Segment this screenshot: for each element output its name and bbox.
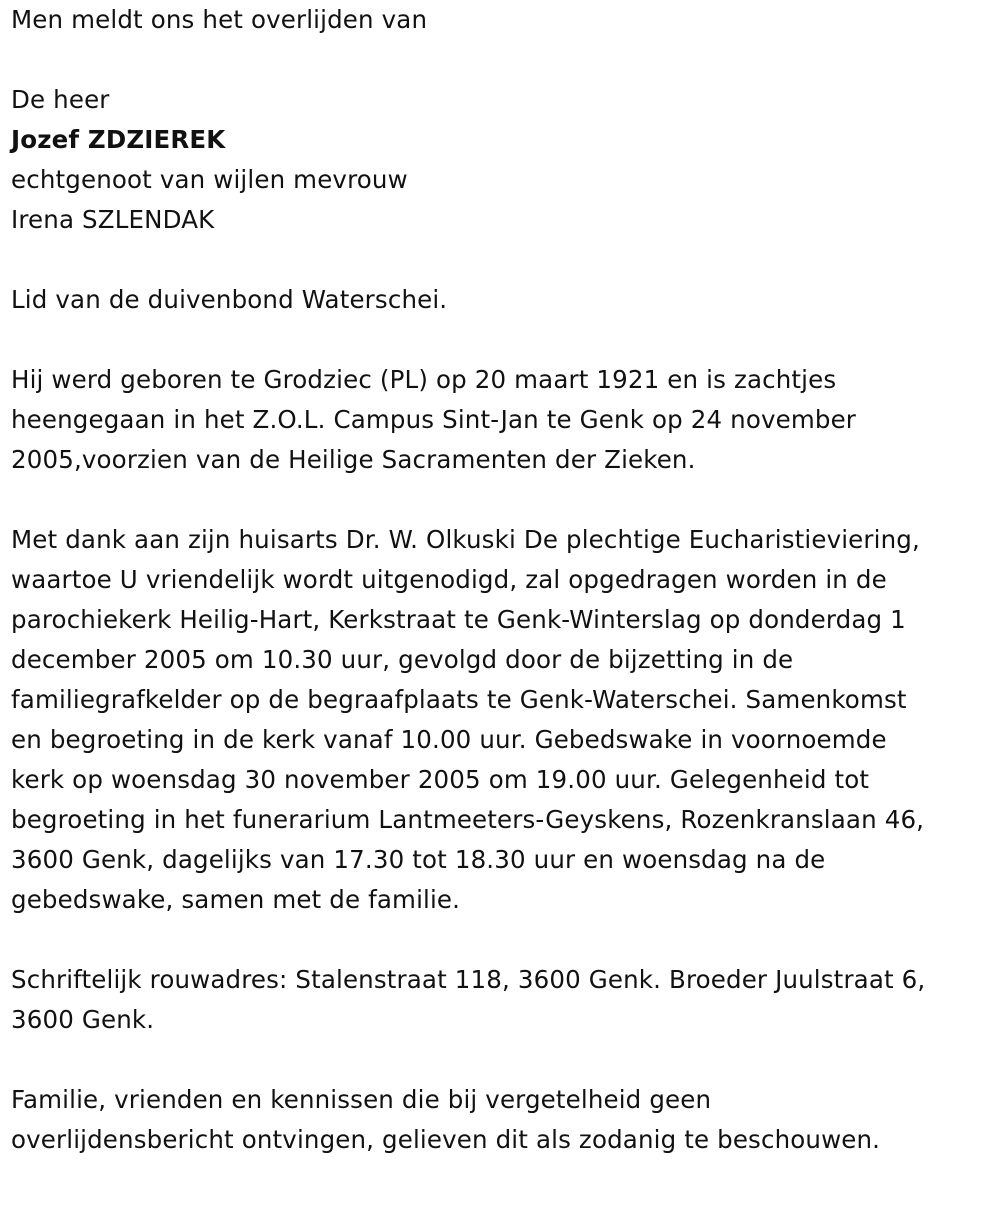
spacer <box>11 320 996 360</box>
closing-paragraph <box>11 1080 996 1160</box>
ceremony-paragraph <box>11 520 996 920</box>
paragraph-line: waartoe U vriendelijk wordt uitgenodigd, zal opgedragen worden in de <box>11 565 887 594</box>
death-notice <box>11 0 996 1160</box>
deceased-name: Jozef ZDZIEREK <box>11 125 226 154</box>
paragraph-line: kerk op woensdag 30 november 2005 om 19.00 uur. Gelegenheid tot <box>11 765 870 794</box>
paragraph-line: 3600 Genk. <box>11 1005 155 1034</box>
paragraph-line: heengegaan in het Z.O.L. Campus Sint-Jan te Genk op 24 november <box>11 405 857 434</box>
spacer <box>11 480 996 520</box>
address-paragraph <box>11 960 996 1040</box>
paragraph-line: Schriftelijk rouwadres: Stalenstraat 118, 3600 Genk. Broeder Juulstraat 6, <box>11 965 926 994</box>
spacer <box>11 40 996 80</box>
spacer <box>11 1040 996 1080</box>
spacer <box>11 240 996 280</box>
spacer <box>11 920 996 960</box>
paragraph-line: begroeting in het funerarium Lantmeeters-Geyskens, Rozenkranslaan 46, <box>11 805 925 834</box>
paragraph-line: Hij werd geboren te Grodziec (PL) op 20 maart 1921 en is zachtjes <box>11 365 837 394</box>
paragraph-line: december 2005 om 10.30 uur, gevolgd door de bijzetting in de <box>11 645 794 674</box>
paragraph-line: 2005,voorzien van de Heilige Sacramenten der Zieken. <box>11 445 696 474</box>
paragraph-line: Met dank aan zijn huisarts Dr. W. Olkuski De plechtige Eucharistieviering, <box>11 525 920 554</box>
spouse-name: Irena SZLENDAK <box>11 205 215 234</box>
paragraph-line: parochiekerk Heilig-Hart, Kerkstraat te Genk-Winterslag op donderdag 1 <box>11 605 906 634</box>
paragraph-line: gebedswake, samen met de familie. <box>11 885 461 914</box>
intro-text: Men meldt ons het overlijden van <box>11 5 428 34</box>
birth-paragraph <box>11 360 996 480</box>
paragraph-line: Familie, vrienden en kennissen die bij vergetelheid geen <box>11 1085 712 1114</box>
paragraph-line: familiegrafkelder op de begraafplaats te Genk-Waterschei. Samenkomst <box>11 685 907 714</box>
honorific: De heer <box>11 85 110 114</box>
membership-text: Lid van de duivenbond Waterschei. <box>11 285 448 314</box>
paragraph-line: en begroeting in de kerk vanaf 10.00 uur. Gebedswake in voornoemde <box>11 725 887 754</box>
paragraph-line: overlijdensbericht ontvingen, gelieven dit als zodanig te beschouwen. <box>11 1125 881 1154</box>
paragraph-line: 3600 Genk, dagelijks van 17.30 tot 18.30 uur en woensdag na de <box>11 845 826 874</box>
spouse-line: echtgenoot van wijlen mevrouw <box>11 165 408 194</box>
